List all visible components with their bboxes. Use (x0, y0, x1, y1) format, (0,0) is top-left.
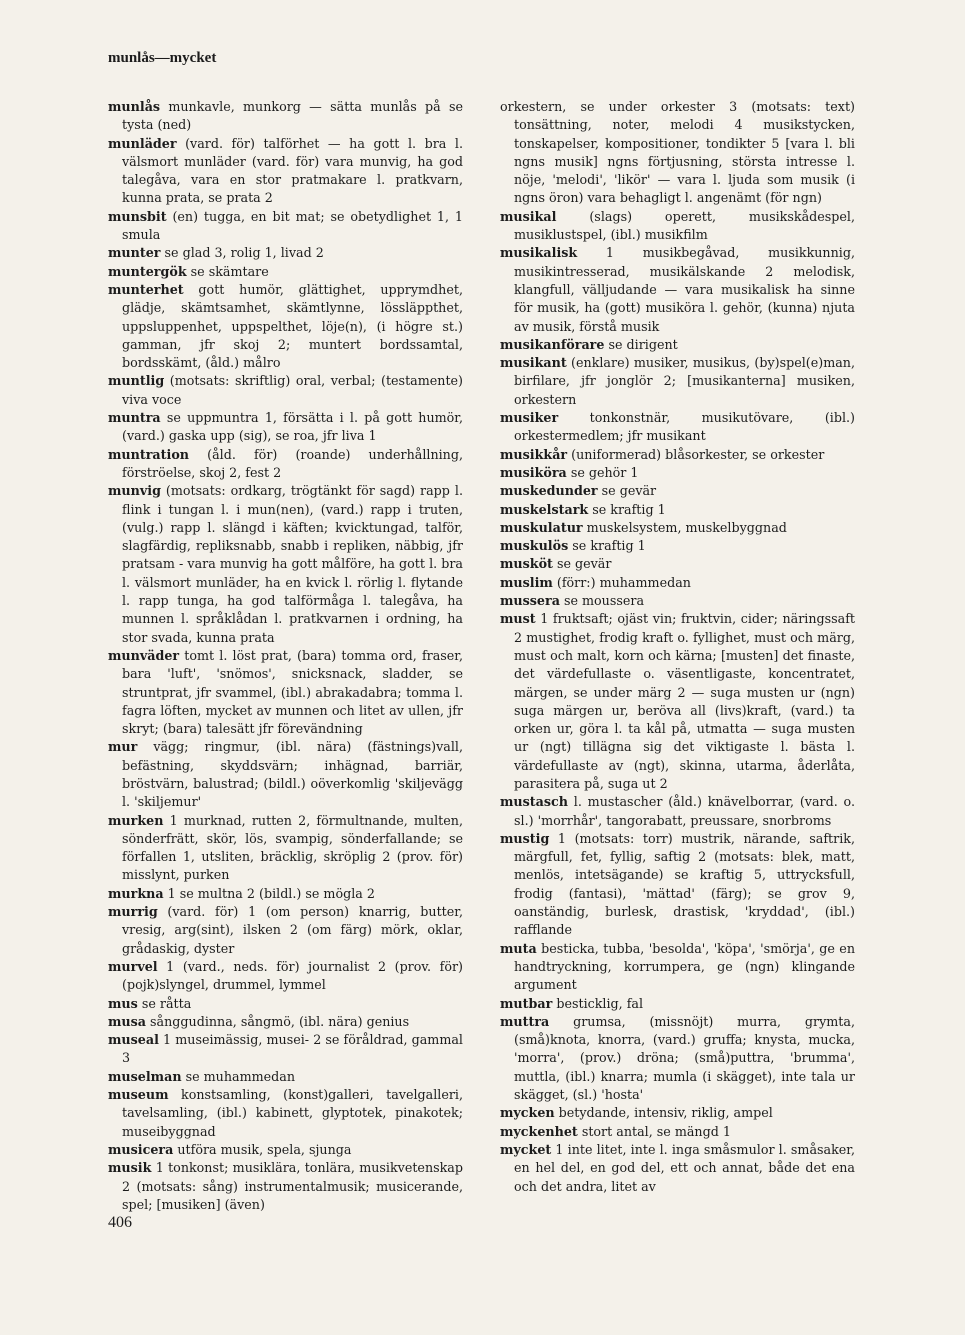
headword: muntration (108, 446, 190, 462)
headword: muslim (500, 574, 553, 590)
dictionary-entry (108, 135, 463, 208)
dictionary-entry (108, 281, 463, 372)
headword: mus (108, 995, 138, 1011)
headword: munsbit (108, 208, 167, 224)
dictionary-entry (500, 830, 855, 940)
headword: murkna (108, 885, 164, 901)
headword: mycket (500, 1141, 552, 1157)
dictionary-entry (108, 98, 463, 135)
headword: mustasch (500, 794, 568, 810)
headword: muskedunder (500, 483, 598, 499)
dictionary-entry (500, 98, 855, 208)
definition: besticklig, fal (552, 995, 644, 1011)
running-head: munlås—mycket (108, 50, 217, 66)
definition: muskelsystem, muskelbyggnad (582, 519, 787, 535)
dictionary-entry (108, 1086, 463, 1141)
headword: musikkår (500, 446, 568, 462)
headword: musikal (500, 208, 557, 224)
dictionary-entry (108, 446, 463, 483)
definition: stort antal, se mängd 1 (577, 1123, 731, 1139)
definition: se glad 3, rolig 1, livad 2 (160, 245, 324, 261)
headword: musikanförare (500, 336, 605, 352)
definition: 1 fruktsaft; ojäst vin; fruktvin, cider; näringssaft 2 mustighet, frodig kraft o. fyllighet, must och märg, must och malt, korn och kärna; [musten] det finaste, det värdefullaste o. väsentligaste, koncentratet, märgen, se under märg 2 — suga musten ur (ngn) suga märgen ur, beröva all (livs)kraft, (vard.) ta orken ur, göra l. ta kål på, utmatta — suga musten ur (ngt) tillägna sig det viktigaste l. bästa l. värdefullaste av (ngt), skinna, utarma, åderlåta, parasitera på, suga ut 2 (514, 611, 855, 791)
dictionary-entry (500, 336, 855, 354)
definition: sånggudinna, sångmö, (ibl. nära) genius (146, 1013, 410, 1029)
definition: se kraftig 1 (568, 538, 646, 554)
headword: muta (500, 940, 537, 956)
definition: se muhammedan (181, 1068, 296, 1084)
definition: (enklare) musiker, musikus, (by)spel(e)man, birfilare, jfr jonglör 2; [musikanterna] musiken, orkestern (514, 355, 855, 407)
definition: se moussera (559, 593, 645, 609)
headword: musikant (500, 355, 567, 371)
headword: mutbar (500, 995, 553, 1011)
dictionary-entry (108, 1068, 463, 1086)
dictionary-entry (500, 793, 855, 830)
dictionary-entry (108, 647, 463, 738)
headword: murken (108, 812, 164, 828)
definition: (vard. för) talförhet — ha gott l. bra l. välsmort munläder (vard. för) vara munvig, ha god talegåva, vara en stor pratmakare l. pratkvarn, kunna prata, se prata 2 (122, 135, 463, 206)
dictionary-entry (108, 995, 463, 1013)
headword: muntra (108, 410, 161, 426)
dictionary-entry (500, 592, 855, 610)
definition: 1 (motsats: torr) mustrik, närande, saftrik, märgfull, fet, fyllig, saftig 2 (motsats: blek, matt, menlös, intetsägande) se kraftig 5, uttrycksfull, frodig (fantasi), 'mättad' (färg); se grov 9, oanständig, burlesk, drastisk, 'kryddad', (ibl.) rafflande (514, 830, 855, 938)
definition: munkavle, munkorg — sätta munlås på se tysta (ned) (122, 99, 463, 133)
definition: tonkonstnär, musikutövare, (ibl.) orkestermedlem; jfr musikant (514, 410, 855, 444)
definition: konstsamling, (konst)galleri, tavelgalleri, tavelsamling, (ibl.) kabinett, glyptotek, pinakotek; museibyggnad (122, 1087, 463, 1139)
definition: 1 inte litet, inte l. inga småsmulor l. småsaker, en hel del, en god del, ett och annat, både det ena och det andra, litet av (514, 1141, 855, 1194)
dictionary-entry (500, 409, 855, 446)
definition: se kraftig 1 (588, 501, 666, 517)
dictionary-entry (500, 1141, 855, 1196)
definition: vägg; ringmur, (ibl. nära) (fästnings)vall, befästning, skyddsvärn; inhägnad, barriär, bröstvärn, balustrad; (bildl.) oöverkomlig 'skiljevägg l. 'skiljemur' (122, 739, 463, 810)
definition: se gehör 1 (566, 464, 639, 480)
definition: (förr:) muhammedan (552, 574, 691, 590)
headword: mustig (500, 830, 550, 846)
definition: 1 museimässig, musei- 2 se föråldrad, gammal 3 (122, 1032, 463, 1066)
headword: mur (108, 739, 138, 755)
dictionary-entry (108, 263, 463, 281)
left-column (108, 98, 463, 1214)
right-column (500, 98, 855, 1196)
dictionary-entry (108, 482, 463, 647)
dictionary-entry (108, 885, 463, 903)
dictionary-entry (108, 738, 463, 811)
dictionary-entry (108, 208, 463, 245)
headword: musköt (500, 556, 553, 572)
dictionary-entry (108, 903, 463, 958)
headword: munläder (108, 135, 177, 151)
dictionary-entry (108, 1159, 463, 1214)
headword: munter (108, 245, 161, 261)
headword: munterhet (108, 281, 184, 297)
dictionary-entry (108, 244, 463, 262)
definition: (vard. för) 1 (om person) knarrig, butter, vresig, arg(sint), ilsken 2 (om färg) mörk, oklar, grådaskig, dyster (122, 904, 463, 956)
definition: utföra musik, spela, sjunga (173, 1141, 352, 1157)
dictionary-entry (500, 610, 855, 793)
dictionary-entry (500, 464, 855, 482)
definition: betydande, intensiv, riklig, ampel (554, 1105, 773, 1121)
dictionary-entry (108, 372, 463, 409)
dictionary-entry (108, 409, 463, 446)
headword: mussera (500, 593, 560, 609)
headword: munvig (108, 483, 161, 499)
dictionary-entry (108, 812, 463, 885)
headword: musa (108, 1013, 147, 1029)
dictionary-entry (500, 940, 855, 995)
headword: myckenhet (500, 1123, 578, 1139)
headword: must (500, 611, 536, 627)
definition: (åld. för) (roande) underhållning, förströelse, skoj 2, fest 2 (122, 446, 463, 480)
dictionary-entry (108, 1141, 463, 1159)
dictionary-entry (500, 208, 855, 245)
definition: grumsa, (missnöjt) murra, grymta, (små)knota, knorra, (vard.) gruffa; knysta, mucka, 'morra', (prov.) dröna; (små)puttra, 'brumma', muttla, (ibl.) knarra; mumla (i skägget), inte tala ur skägget, (sl.) 'hosta' (514, 1013, 855, 1103)
definition: se råtta (137, 995, 192, 1011)
headword: museum (108, 1087, 169, 1103)
dictionary-entry (500, 1013, 855, 1104)
headword: musicera (108, 1141, 174, 1157)
dictionary-entry (500, 519, 855, 537)
dictionary-entry (500, 244, 855, 335)
definition: (en) tugga, en bit mat; se obetydlighet 1, 1 smula (122, 208, 463, 243)
dictionary-entry (108, 958, 463, 995)
definition: 1 se multna 2 (bildl.) se mögla 2 (163, 885, 375, 901)
definition: l. mustascher (åld.) knävelborrar, (vard. o. sl.) 'morrhår', tangorabatt, preussare, snorbroms (514, 794, 855, 828)
headword: muntlig (108, 373, 165, 389)
headword: muttra (500, 1013, 550, 1029)
dictionary-entry (500, 354, 855, 409)
headword: murvel (108, 958, 158, 974)
dictionary-entry (500, 1123, 855, 1141)
definition: se gevär (597, 483, 657, 499)
headword: muntergök (108, 263, 187, 279)
dictionary-entry (500, 501, 855, 519)
dictionary-entry (500, 574, 855, 592)
dictionary-entry (108, 1031, 463, 1068)
definition: 1 tonkonst; musiklära, tonlära, musikvetenskap 2 (motsats: sång) instrumentalmusik; musicerande, spel; [musiken] (även) (122, 1160, 463, 1212)
definition: (motsats: ordkarg, trögtänkt för sagd) rapp l. flink i tungan l. i mun(nen), (vard.) rapp i truten, (vulg.) rapp l. slängd i käften; kvicktungad, talför, slagfärdig, repliksnabb, snabb i repliken, näbbig, jfr pratsam - vara munvig ha gott målföre, ha gott l. bra l. välsmort munläder, ha en kvick l. rörlig l. flytande l. rapp tunga, ha god talförmåga l. talegåva, ha munnen l. språklådan l. pratkvarnen i ordning, ha stor svada, kunna prata (122, 483, 463, 645)
definition: se uppmuntra 1, försätta i l. på gott humör, (vard.) gaska upp (sig), se roa, jfr liva 1 (122, 410, 463, 444)
headword: musik (108, 1160, 152, 1176)
headword: muskulatur (500, 519, 583, 535)
definition: (slags) operett, musikskådespel, musiklustspel, (ibl.) musikfilm (514, 208, 855, 243)
dictionary-entry (500, 555, 855, 573)
headword: muskulös (500, 538, 569, 554)
definition: se dirigent (604, 336, 678, 352)
headword: museal (108, 1032, 159, 1048)
headword: muselman (108, 1068, 182, 1084)
dictionary-entry (500, 995, 855, 1013)
definition: 1 musikbegåvad, musikkunnig, musikintresserad, musikälskande 2 melodisk, klangfull, välljudande — vara musikalisk ha sinne för musik, ha (gott) musiköra l. gehör, (kunna) njuta av musik, förstå musik (514, 245, 855, 334)
headword: munlås (108, 99, 161, 114)
dictionary-entry (108, 1013, 463, 1031)
definition: 1 (vard., neds. för) journalist 2 (prov. för) (pojk)slyngel, drummel, lymmel (122, 958, 463, 993)
headword: muskelstark (500, 501, 589, 517)
headword: mycken (500, 1105, 555, 1121)
headword: musiker (500, 410, 559, 426)
page-number: 406 (108, 1214, 132, 1231)
definition: tomt l. löst prat, (bara) tomma ord, fraser, bara 'luft', 'snömos', snicksnack, sladder, se struntprat, jfr svammel, (ibl.) abrakadabra; tomma l. fagra löften, mycket av munnen och litet av ullen, jfr skryt; (bara) talesätt jfr förevändning (122, 647, 463, 737)
headword: munväder (108, 647, 180, 663)
definition: orkestern, se under orkester 3 (motsats: text) tonsättning, noter, melodi 4 musikstycken, tonskapelser, kompositioner, tondikter 5 [vara l. bli ngns musik] ngns förtjusning, största intresse l. nöje, 'melodi', 'likör' — vara l. ljuda som musik (i ngns öron) vara behagligt l. angenämt (för ngn) (500, 99, 855, 206)
definition: se skämtare (186, 263, 269, 279)
definition: gott humör, glättighet, upprymdhet, glädje, skämtsamhet, skämtlynne, lössläppthet, uppsluppenhet, uppspelthet, löje(n), (i högre st.) gamman, jfr skoj 2; muntert bordssamtal, bordsskämt, (åld.) målro (122, 281, 463, 371)
headword: musikalisk (500, 245, 578, 261)
dictionary-entry (500, 482, 855, 500)
definition: 1 murknad, rutten 2, förmultnande, multen, sönderfrätt, skör, lös, svampig, sönderfallande; se förfallen 1, utsliten, bräcklig, skröplig 2 (prov. för) misslynt, purken (122, 812, 463, 883)
dictionary-entry (500, 1104, 855, 1122)
definition: (motsats: skriftlig) oral, verbal; (testamente) viva voce (122, 373, 463, 407)
definition: besticka, tubba, 'besolda', 'köpa', 'smörja', ge en handtryckning, korrumpera, ge (ngn) klingande argument (514, 940, 855, 993)
headword: murrig (108, 904, 158, 920)
headword: musiköra (500, 464, 567, 480)
dictionary-entry (500, 537, 855, 555)
definition: (uniformerad) blåsorkester, se orkester (567, 446, 825, 462)
definition: se gevär (552, 556, 612, 572)
dictionary-entry (500, 446, 855, 464)
